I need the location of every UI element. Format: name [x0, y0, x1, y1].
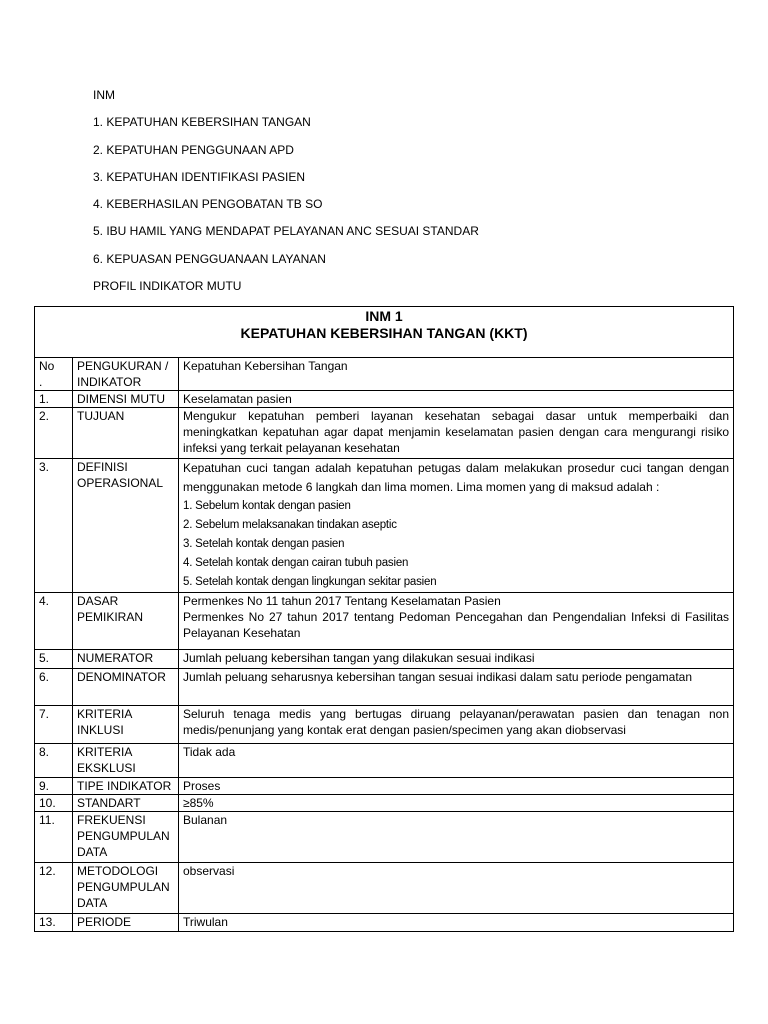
- row-label-cell: [73, 863, 179, 914]
- row-label-cell: [73, 408, 179, 459]
- intro-list-item: 2. KEPATUHAN PENGGUNAAN APD: [93, 142, 294, 157]
- intro-list-item: 6. KEPUASAN PENGGUANAAN LAYANAN: [93, 251, 326, 266]
- row-label: PERIODE: [77, 915, 132, 929]
- row-label-cell: [73, 391, 179, 408]
- row-value: Bulanan: [183, 813, 228, 827]
- row-value-cell: [179, 459, 734, 593]
- row-number-cell: [35, 706, 73, 744]
- table-row: [35, 778, 734, 795]
- row-value-cell: [179, 650, 734, 669]
- row-label: DASAR: [77, 594, 119, 608]
- table-subtitle: KEPATUHAN KEBERSIHAN TANGAN (KKT): [240, 325, 528, 341]
- row-label: KRITERIA: [77, 707, 133, 721]
- row-number-cell: [35, 593, 73, 650]
- row-number-cell: [35, 914, 73, 932]
- row-label: TIPE INDIKATOR: [77, 779, 172, 793]
- profile-label: PROFIL INDIKATOR MUTU: [93, 279, 242, 294]
- row-number-cell: [35, 408, 73, 459]
- intro-heading: INM: [93, 88, 115, 102]
- row-label: PEMIKIRAN: [77, 610, 144, 624]
- header-value-cell: [179, 358, 734, 391]
- table-row: [35, 863, 734, 914]
- row-number: 10.: [39, 796, 56, 810]
- row-number: 7.: [39, 707, 50, 721]
- row-value: Permenkes No 11 tahun 2017 Tentang Keselamatan Pasien: [183, 594, 501, 608]
- row-label: INKLUSI: [77, 723, 124, 737]
- intro-list-item: 1. KEPATUHAN KEBERSIHAN TANGAN: [93, 115, 311, 130]
- row-number: 1.: [39, 392, 50, 406]
- row-label-cell: [73, 459, 179, 593]
- table-row: [35, 669, 734, 706]
- row-label: PENGUMPULAN: [77, 829, 170, 843]
- row-value: Jumlah peluang kebersihan tangan yang dilakukan sesuai indikasi: [183, 651, 535, 665]
- row-number-cell: [35, 795, 73, 812]
- row-value: observasi: [183, 864, 235, 878]
- row-value: Kepatuhan cuci tangan adalah kepatuhan petugas dalam melakukan prosedur cuci tangan dengan menggunakan metode 6 langkah dan lima momen. Lima momen yang di maksud adalah :: [183, 461, 730, 494]
- row-number-cell: [35, 391, 73, 408]
- row-value: ≥85%: [183, 796, 214, 810]
- row-label: NUMERATOR: [77, 651, 154, 665]
- row-value: Proses: [183, 779, 221, 793]
- header-value: Kepatuhan Kebersihan Tangan: [183, 359, 348, 373]
- table-title-row: [35, 307, 734, 358]
- row-label: TUJUAN: [77, 409, 125, 423]
- row-value-cell: [179, 669, 734, 706]
- row-number: 5.: [39, 651, 50, 665]
- row-value-cell: [179, 812, 734, 863]
- row-label: DATA: [77, 896, 108, 910]
- row-value-cell: [179, 744, 734, 778]
- row-label: EKSKLUSI: [77, 761, 136, 775]
- row-value-cell: [179, 778, 734, 795]
- row-label: STANDART: [77, 796, 141, 810]
- row-number: 11.: [39, 813, 55, 827]
- indicator-profile-table: [34, 306, 734, 932]
- row-number-cell: [35, 650, 73, 669]
- row-label-cell: [73, 669, 179, 706]
- row-value: Keselamatan pasien: [183, 392, 292, 406]
- row-label: PENGUMPULAN: [77, 880, 170, 894]
- table-header-row: [35, 358, 734, 391]
- row-value-cell: [179, 391, 734, 408]
- intro-section: [93, 87, 733, 305]
- row-label-cell: [73, 593, 179, 650]
- row-value: Permenkes No 27 tahun 2017 tentang Pedoman Pencegahan dan Pengendalian Infeksi di Fasilitas Pelayanan Kesehatan: [183, 610, 730, 640]
- row-number: 9.: [39, 779, 50, 793]
- row-value-cell: [179, 593, 734, 650]
- intro-list-item: 4. KEBERHASILAN PENGOBATAN TB SO: [93, 197, 323, 212]
- row-label-cell: [73, 795, 179, 812]
- table-row: [35, 812, 734, 863]
- row-number: 6.: [39, 670, 50, 684]
- row-value-cell: [179, 795, 734, 812]
- row-value: Tidak ada: [183, 745, 236, 759]
- row-label: OPERASIONAL: [77, 476, 164, 490]
- row-label-cell: [73, 778, 179, 795]
- moment-list-item: 3. Setelah kontak dengan pasien: [183, 538, 345, 550]
- table-row: [35, 914, 734, 932]
- row-label: DENOMINATOR: [77, 670, 166, 684]
- row-number: 12.: [39, 864, 56, 878]
- row-label: METODOLOGI: [77, 864, 159, 878]
- row-number-cell: [35, 778, 73, 795]
- row-value-cell: [179, 863, 734, 914]
- row-value: Mengukur kepatuhan pemberi layanan kesehatan sebagai dasar untuk memperbaiki dan meningkatkan kepatuhan agar dapat menjamin keselamatan pasien dengan cara mengurangi risiko infeksi yang terkait pelayanan kesehatan: [183, 409, 730, 455]
- table-row: [35, 593, 734, 650]
- moment-list-item: 1. Sebelum kontak dengan pasien: [183, 500, 351, 512]
- moment-list-item: 4. Setelah kontak dengan cairan tubuh pasien: [183, 557, 409, 569]
- row-label: DEFINISI: [77, 460, 128, 474]
- row-value-cell: [179, 914, 734, 932]
- row-label-cell: [73, 650, 179, 669]
- header-no-cell: [35, 358, 73, 391]
- intro-list-item: 3. KEPATUHAN IDENTIFIKASI PASIEN: [93, 169, 306, 184]
- row-label-cell: [73, 914, 179, 932]
- row-number-cell: [35, 863, 73, 914]
- table-rows: [35, 391, 734, 932]
- table-row: [35, 391, 734, 408]
- header-label-cell: [73, 358, 179, 391]
- row-number: 2.: [39, 409, 50, 423]
- row-label-cell: [73, 812, 179, 863]
- header-no-cont: .: [39, 375, 43, 389]
- row-number-cell: [35, 744, 73, 778]
- table-title: INM 1: [365, 308, 403, 324]
- table-title-cell: [35, 307, 734, 358]
- row-value-cell: [179, 706, 734, 744]
- header-no: No: [39, 359, 55, 373]
- row-number: 8.: [39, 745, 50, 759]
- header-label-cont: INDIKATOR: [77, 375, 142, 389]
- row-label-cell: [73, 744, 179, 778]
- row-number-cell: [35, 669, 73, 706]
- row-value: Triwulan: [183, 915, 228, 929]
- intro-list-item: 5. IBU HAMIL YANG MENDAPAT PELAYANAN ANC SESUAI STANDAR: [93, 224, 479, 239]
- row-number: 3.: [39, 460, 50, 474]
- row-label: DIMENSI MUTU: [77, 392, 165, 406]
- table-row: [35, 459, 734, 593]
- row-number-cell: [35, 812, 73, 863]
- row-number: 4.: [39, 594, 50, 608]
- table-row: [35, 744, 734, 778]
- row-value: Seluruh tenaga medis yang bertugas diruang pelayanan/perawatan pasien dan tenagan non medis/penunjang yang kontak erat dengan pasien/specimen yang akan diobservasi: [183, 707, 730, 737]
- row-label-cell: [73, 706, 179, 744]
- row-label: DATA: [77, 845, 108, 859]
- table-row: [35, 795, 734, 812]
- row-label: FREKUENSI: [77, 813, 146, 827]
- row-number: 13.: [39, 915, 56, 929]
- table-row: [35, 408, 734, 459]
- row-number-cell: [35, 459, 73, 593]
- row-value-cell: [179, 408, 734, 459]
- row-label: KRITERIA: [77, 745, 133, 759]
- header-label: PENGUKURAN /: [77, 359, 169, 373]
- row-value: Jumlah peluang seharusnya kebersihan tangan sesuai indikasi dalam satu periode pengamatan: [183, 670, 693, 684]
- moment-list-item: 2. Sebelum melaksanakan tindakan aseptic: [183, 519, 397, 531]
- moment-list-item: 5. Setelah kontak dengan lingkungan sekitar pasien: [183, 576, 437, 588]
- table-row: [35, 650, 734, 669]
- table-row: [35, 706, 734, 744]
